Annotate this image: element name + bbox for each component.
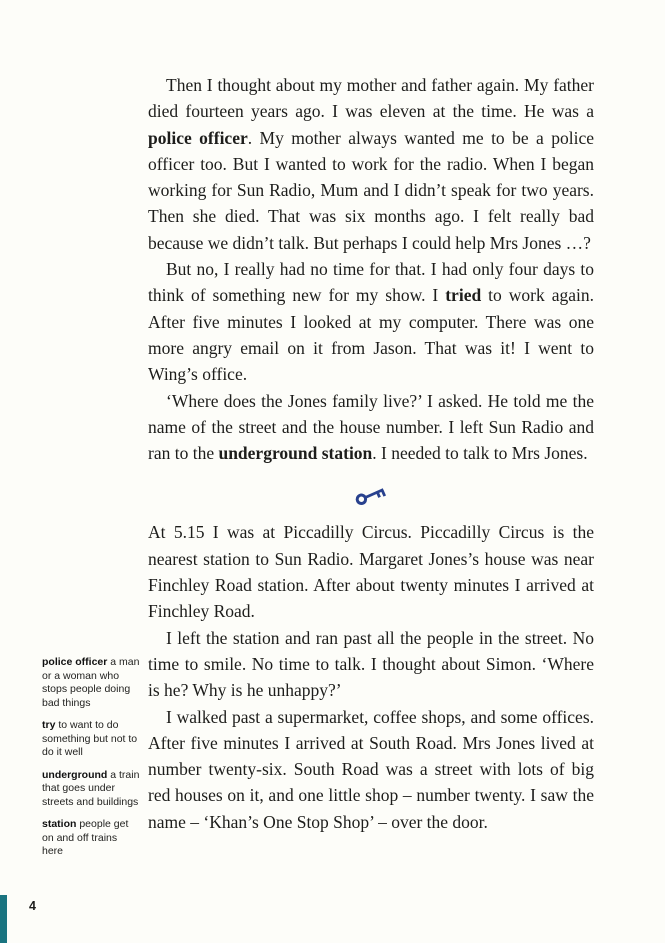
- story-text: But no, I really had no time for that. I had only four days to think of something new for my show. I: [148, 259, 594, 306]
- story-text: I walked past a supermarket, coffee shops, and some offices. After five minutes I arrived at South Road. Mrs Jones lived at number twenty-six. South Road was a street with lots of big red houses on it, and one little shop – number twenty. I saw the name – ‘Khan’s One Stop Shop’ – over the door.: [148, 706, 594, 832]
- glossary-term: station: [42, 818, 77, 830]
- glossed-term-underground-station: underground station: [218, 443, 373, 464]
- page-number: 4: [29, 899, 36, 913]
- story-text: At 5.15 I was at Piccadilly Circus. Piccadilly Circus is the nearest station to Sun Radio. Margaret Jones’s house was near Finchley Road station. After about twenty minutes I arrived at Finchley Road.: [148, 522, 594, 622]
- glossary-entry-underground: [42, 769, 141, 810]
- glossary-term: try: [42, 719, 56, 731]
- glossary-entry-try: [42, 719, 141, 760]
- glossary-definition: people get on and off trains here: [42, 818, 129, 857]
- glossary-term: underground: [42, 768, 108, 781]
- story-paragraph-1: [148, 72, 594, 256]
- glossary-sidebar: [42, 656, 141, 868]
- story-paragraph-6: [148, 704, 594, 835]
- section-break: [148, 482, 594, 507]
- glossary-entry-station: [42, 818, 141, 859]
- story-text: . My mother always wanted me to be a police officer too. But I wanted to work for the radio. When I began working for Sun Radio, Mum and I didn’t speak for two years. Then she died. That was six months ago. I felt really bad because we didn’t talk. But perhaps I could help Mrs Jones …?: [148, 127, 595, 253]
- glossed-term-police-officer: police officer: [148, 127, 248, 148]
- story-text: I left the station and ran past all the people in the street. No time to smile. No time to talk. I thought about Simon. ‘Where is he? Why is he unhappy?’: [148, 627, 594, 701]
- story-text-column: [148, 72, 594, 835]
- glossary-definition: to want to do something but not to do it well: [42, 719, 138, 758]
- story-paragraph-2: [148, 256, 594, 387]
- story-text: ‘Where does the Jones family live?’ I asked. He told me the name of the street and the house number. I left Sun Radio and ran to the: [148, 390, 594, 464]
- glossed-term-tried: tried: [445, 285, 482, 306]
- glossary-term: police officer: [42, 656, 108, 668]
- story-paragraph-3: [148, 388, 594, 467]
- story-paragraph-4: [148, 519, 594, 624]
- glossary-definition: a train that goes under streets and buildings: [42, 768, 140, 808]
- page-edge-accent-bar: [0, 895, 7, 943]
- story-text: Then I thought about my mother and father again. My father died fourteen years ago. I was eleven at the time. He was a: [148, 75, 594, 122]
- glossary-definition: a man or a woman who stops people doing bad things: [42, 656, 140, 709]
- story-paragraph-5: [148, 625, 594, 704]
- glossary-entry-police-officer: [42, 656, 141, 710]
- key-dingbat-icon: [353, 483, 389, 507]
- story-text: to work again. After five minutes I looked at my computer. There was one more angry email on it from Jason. That was it! I went to Wing’s office.: [148, 285, 594, 385]
- story-text: . I needed to talk to Mrs Jones.: [372, 443, 588, 464]
